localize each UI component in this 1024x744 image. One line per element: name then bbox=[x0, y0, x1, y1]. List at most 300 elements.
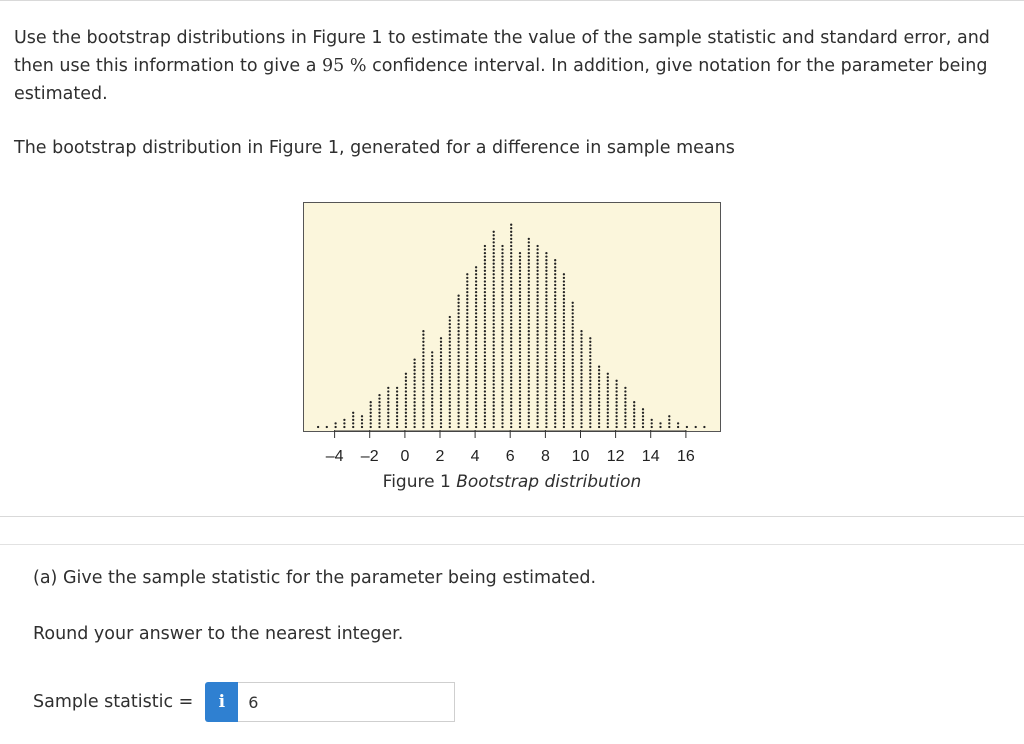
dot bbox=[563, 316, 565, 318]
dot bbox=[615, 408, 617, 410]
dot bbox=[466, 390, 468, 392]
dot bbox=[457, 387, 459, 389]
dot bbox=[501, 376, 503, 378]
dot bbox=[493, 263, 495, 265]
dot bbox=[493, 305, 495, 307]
dot bbox=[528, 387, 530, 389]
dot bbox=[554, 287, 556, 289]
dot bbox=[466, 291, 468, 293]
dot bbox=[510, 330, 512, 332]
dot bbox=[484, 390, 486, 392]
dot bbox=[659, 426, 661, 428]
instruction-text-start: Use the bootstrap distributions in Figure 1 to estimate the value of the sample statistic and standard error, and then use this information to give a bbox=[14, 28, 990, 76]
dot bbox=[361, 419, 363, 421]
dot bbox=[536, 337, 538, 339]
dot bbox=[484, 405, 486, 407]
dot bbox=[615, 394, 617, 396]
dot bbox=[484, 376, 486, 378]
dot bbox=[554, 387, 556, 389]
dot bbox=[536, 373, 538, 375]
dot bbox=[528, 259, 530, 261]
dot bbox=[501, 330, 503, 332]
dot bbox=[475, 270, 477, 272]
dot bbox=[536, 287, 538, 289]
dot bbox=[457, 337, 459, 339]
dot bbox=[615, 390, 617, 392]
dot bbox=[545, 319, 547, 321]
dot bbox=[563, 405, 565, 407]
dot bbox=[563, 295, 565, 297]
dot bbox=[352, 426, 354, 428]
dot bbox=[405, 422, 407, 424]
dot-stack bbox=[545, 252, 547, 428]
dot bbox=[484, 266, 486, 268]
dot bbox=[501, 351, 503, 353]
dot bbox=[624, 419, 626, 421]
dot bbox=[510, 270, 512, 272]
dot bbox=[528, 380, 530, 382]
dot bbox=[615, 415, 617, 417]
dot bbox=[466, 330, 468, 332]
dotplot-dots bbox=[304, 203, 720, 431]
dot bbox=[440, 358, 442, 360]
x-tick-label: –4 bbox=[325, 448, 344, 465]
dot bbox=[615, 419, 617, 421]
dot bbox=[545, 291, 547, 293]
dotplot-panel bbox=[303, 202, 721, 432]
dot bbox=[528, 373, 530, 375]
dot bbox=[449, 390, 451, 392]
dot bbox=[607, 390, 609, 392]
dot bbox=[607, 415, 609, 417]
dot bbox=[484, 334, 486, 336]
dot bbox=[554, 344, 556, 346]
dot bbox=[536, 341, 538, 343]
dot bbox=[633, 401, 635, 403]
dot-stack bbox=[387, 387, 389, 428]
dot bbox=[510, 351, 512, 353]
dot bbox=[519, 358, 521, 360]
dot bbox=[431, 390, 433, 392]
dot bbox=[501, 383, 503, 385]
dot bbox=[484, 419, 486, 421]
part-a-prompt: (a) Give the sample statistic for the parameter being estimated. bbox=[33, 568, 597, 588]
dot bbox=[484, 369, 486, 371]
dot bbox=[510, 298, 512, 300]
dot bbox=[510, 319, 512, 321]
dot bbox=[475, 422, 477, 424]
dot bbox=[466, 344, 468, 346]
dot bbox=[563, 380, 565, 382]
dot bbox=[536, 397, 538, 399]
dot bbox=[501, 252, 503, 254]
dot bbox=[536, 415, 538, 417]
dot bbox=[545, 351, 547, 353]
dot bbox=[396, 390, 398, 392]
dot bbox=[510, 231, 512, 233]
dot-stack bbox=[431, 351, 433, 428]
dot bbox=[413, 426, 415, 428]
dot bbox=[510, 422, 512, 424]
dot bbox=[528, 422, 530, 424]
dot bbox=[457, 390, 459, 392]
dot bbox=[545, 358, 547, 360]
dot bbox=[528, 355, 530, 357]
dot bbox=[466, 419, 468, 421]
dot bbox=[466, 380, 468, 382]
dot bbox=[519, 323, 521, 325]
dot bbox=[484, 287, 486, 289]
dot bbox=[563, 394, 565, 396]
dot bbox=[563, 387, 565, 389]
dot bbox=[457, 366, 459, 368]
dot bbox=[528, 255, 530, 257]
dot-stack bbox=[607, 373, 609, 429]
dot bbox=[536, 270, 538, 272]
dot bbox=[413, 401, 415, 403]
dot bbox=[457, 412, 459, 414]
dot bbox=[607, 380, 609, 382]
dot bbox=[493, 319, 495, 321]
dot bbox=[528, 348, 530, 350]
dot bbox=[413, 358, 415, 360]
dot bbox=[589, 426, 591, 428]
info-icon[interactable]: i bbox=[205, 682, 238, 722]
dot bbox=[484, 341, 486, 343]
dot bbox=[572, 312, 574, 314]
dot bbox=[536, 408, 538, 410]
dot bbox=[615, 397, 617, 399]
dot bbox=[493, 337, 495, 339]
dot bbox=[572, 341, 574, 343]
dot bbox=[554, 408, 556, 410]
dot bbox=[510, 348, 512, 350]
dot bbox=[501, 390, 503, 392]
dot bbox=[545, 263, 547, 265]
dot bbox=[422, 380, 424, 382]
dot bbox=[633, 426, 635, 428]
dot bbox=[466, 316, 468, 318]
dot bbox=[563, 312, 565, 314]
dot bbox=[545, 366, 547, 368]
dot bbox=[633, 415, 635, 417]
dot bbox=[493, 252, 495, 254]
dot bbox=[545, 373, 547, 375]
dot bbox=[519, 330, 521, 332]
dot bbox=[501, 355, 503, 357]
dot bbox=[510, 412, 512, 414]
dot bbox=[598, 401, 600, 403]
dot bbox=[572, 369, 574, 371]
dot bbox=[413, 366, 415, 368]
dot bbox=[378, 419, 380, 421]
dot bbox=[545, 412, 547, 414]
dot bbox=[519, 252, 521, 254]
dot bbox=[554, 280, 556, 282]
dot bbox=[501, 255, 503, 257]
dot bbox=[405, 387, 407, 389]
dot bbox=[589, 383, 591, 385]
dot bbox=[510, 366, 512, 368]
dot bbox=[545, 309, 547, 311]
dot bbox=[563, 319, 565, 321]
dot bbox=[413, 408, 415, 410]
dot bbox=[493, 426, 495, 428]
dot bbox=[519, 277, 521, 279]
dot bbox=[457, 351, 459, 353]
dot bbox=[475, 323, 477, 325]
dot bbox=[519, 259, 521, 261]
dot bbox=[449, 316, 451, 318]
dot-stack bbox=[554, 259, 556, 428]
dot bbox=[554, 273, 556, 275]
dot bbox=[466, 287, 468, 289]
dot bbox=[598, 387, 600, 389]
dot bbox=[519, 263, 521, 265]
dot-stack bbox=[536, 245, 538, 428]
dot bbox=[431, 426, 433, 428]
dot bbox=[580, 415, 582, 417]
dot bbox=[528, 383, 530, 385]
dot bbox=[572, 309, 574, 311]
dot bbox=[466, 298, 468, 300]
confidence-level: 95 % bbox=[322, 56, 367, 76]
dot bbox=[440, 422, 442, 424]
dot bbox=[563, 426, 565, 428]
answer-label: Sample statistic = bbox=[33, 692, 194, 712]
dot bbox=[440, 369, 442, 371]
dot bbox=[536, 263, 538, 265]
dot bbox=[449, 326, 451, 328]
dot bbox=[563, 369, 565, 371]
dot bbox=[440, 337, 442, 339]
dot bbox=[563, 366, 565, 368]
dot bbox=[493, 397, 495, 399]
dot bbox=[449, 415, 451, 417]
dot bbox=[449, 344, 451, 346]
dot bbox=[572, 373, 574, 375]
dot bbox=[457, 358, 459, 360]
dot bbox=[589, 366, 591, 368]
caption-label: Figure 1 bbox=[382, 472, 457, 492]
dot bbox=[484, 316, 486, 318]
dot bbox=[475, 316, 477, 318]
dot bbox=[493, 248, 495, 250]
dot bbox=[536, 348, 538, 350]
dot-stack bbox=[378, 394, 380, 428]
dot bbox=[484, 309, 486, 311]
dot bbox=[545, 284, 547, 286]
dot bbox=[510, 408, 512, 410]
dot bbox=[563, 323, 565, 325]
dot bbox=[466, 337, 468, 339]
dot-stack bbox=[466, 273, 468, 428]
dot-stack bbox=[422, 330, 424, 428]
dot bbox=[598, 412, 600, 414]
x-tick-label: 8 bbox=[540, 448, 550, 465]
x-tick-label: 16 bbox=[677, 448, 695, 465]
dot bbox=[370, 412, 372, 414]
dot-stack bbox=[580, 330, 582, 428]
dot bbox=[563, 373, 565, 375]
dot bbox=[378, 422, 380, 424]
dot bbox=[475, 312, 477, 314]
dot bbox=[607, 419, 609, 421]
dot bbox=[624, 397, 626, 399]
dot bbox=[493, 287, 495, 289]
dot bbox=[536, 273, 538, 275]
dot bbox=[457, 397, 459, 399]
dot bbox=[589, 355, 591, 357]
dot bbox=[563, 291, 565, 293]
dot bbox=[493, 259, 495, 261]
dot bbox=[501, 334, 503, 336]
dot bbox=[572, 383, 574, 385]
dot bbox=[466, 273, 468, 275]
dot bbox=[405, 394, 407, 396]
dot bbox=[501, 394, 503, 396]
dot bbox=[493, 323, 495, 325]
dot bbox=[598, 419, 600, 421]
dot bbox=[466, 369, 468, 371]
dot bbox=[475, 287, 477, 289]
dot bbox=[431, 415, 433, 417]
dot bbox=[545, 419, 547, 421]
dot bbox=[475, 362, 477, 364]
dot bbox=[536, 277, 538, 279]
dot bbox=[449, 337, 451, 339]
dot bbox=[686, 426, 688, 428]
dot bbox=[466, 397, 468, 399]
dot bbox=[431, 376, 433, 378]
dot bbox=[598, 422, 600, 424]
dot-stack bbox=[563, 273, 565, 428]
dot bbox=[633, 405, 635, 407]
sample-statistic-input[interactable] bbox=[238, 682, 455, 722]
dot bbox=[466, 280, 468, 282]
dot bbox=[536, 355, 538, 357]
dot bbox=[554, 312, 556, 314]
dot bbox=[484, 351, 486, 353]
dot bbox=[484, 305, 486, 307]
dot bbox=[378, 394, 380, 396]
dot bbox=[493, 298, 495, 300]
dot bbox=[501, 369, 503, 371]
dot bbox=[457, 373, 459, 375]
dot bbox=[484, 344, 486, 346]
dot bbox=[405, 380, 407, 382]
dot bbox=[484, 273, 486, 275]
dot bbox=[545, 355, 547, 357]
dot bbox=[572, 422, 574, 424]
dot bbox=[457, 383, 459, 385]
dot bbox=[554, 366, 556, 368]
dot bbox=[510, 390, 512, 392]
dot bbox=[589, 337, 591, 339]
dot bbox=[466, 312, 468, 314]
dot bbox=[580, 376, 582, 378]
dot bbox=[449, 330, 451, 332]
dot bbox=[615, 387, 617, 389]
dot bbox=[510, 337, 512, 339]
dot-stack bbox=[334, 422, 336, 428]
dot bbox=[475, 394, 477, 396]
dot bbox=[598, 380, 600, 382]
dot bbox=[413, 405, 415, 407]
dot bbox=[554, 302, 556, 304]
dot bbox=[501, 259, 503, 261]
dot bbox=[519, 401, 521, 403]
dot bbox=[457, 302, 459, 304]
dot bbox=[528, 401, 530, 403]
dot bbox=[493, 383, 495, 385]
dot bbox=[510, 312, 512, 314]
dot bbox=[554, 319, 556, 321]
dot bbox=[475, 273, 477, 275]
dot bbox=[554, 266, 556, 268]
dot bbox=[484, 284, 486, 286]
dot bbox=[519, 415, 521, 417]
x-axis bbox=[303, 430, 721, 470]
dot bbox=[589, 405, 591, 407]
dot bbox=[536, 284, 538, 286]
dot bbox=[519, 351, 521, 353]
dot bbox=[475, 387, 477, 389]
dot bbox=[554, 259, 556, 261]
dot bbox=[554, 316, 556, 318]
dot bbox=[554, 305, 556, 307]
dot bbox=[449, 319, 451, 321]
dot bbox=[405, 397, 407, 399]
dot bbox=[536, 401, 538, 403]
dot bbox=[580, 390, 582, 392]
dot bbox=[405, 401, 407, 403]
dot bbox=[457, 376, 459, 378]
dot bbox=[554, 373, 556, 375]
dot bbox=[519, 280, 521, 282]
dot bbox=[510, 376, 512, 378]
dot bbox=[563, 422, 565, 424]
dot bbox=[528, 252, 530, 254]
dot bbox=[457, 305, 459, 307]
dot bbox=[457, 408, 459, 410]
dot bbox=[501, 266, 503, 268]
dot bbox=[519, 408, 521, 410]
dot bbox=[405, 390, 407, 392]
dot bbox=[484, 373, 486, 375]
dot bbox=[545, 302, 547, 304]
dot bbox=[624, 412, 626, 414]
dot bbox=[484, 245, 486, 247]
dot bbox=[554, 277, 556, 279]
dot bbox=[422, 401, 424, 403]
dot bbox=[580, 426, 582, 428]
dot bbox=[466, 415, 468, 417]
dot bbox=[545, 277, 547, 279]
dot bbox=[615, 380, 617, 382]
dot bbox=[580, 358, 582, 360]
dot bbox=[378, 397, 380, 399]
dot bbox=[589, 341, 591, 343]
dot bbox=[528, 419, 530, 421]
dot bbox=[642, 412, 644, 414]
dot bbox=[440, 341, 442, 343]
dot bbox=[668, 415, 670, 417]
dot bbox=[475, 369, 477, 371]
dot bbox=[536, 334, 538, 336]
dot bbox=[501, 419, 503, 421]
dot bbox=[484, 362, 486, 364]
